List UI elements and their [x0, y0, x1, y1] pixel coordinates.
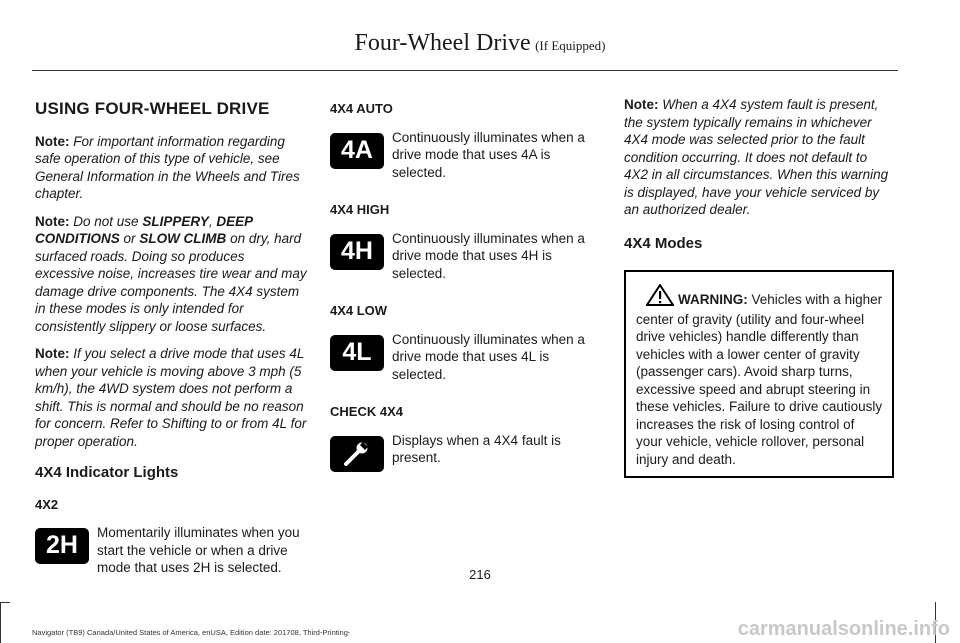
- indicator-label: CHECK 4X4: [330, 404, 403, 419]
- note-text: on dry, hard surfaced roads. Doing so produces excessive noise, increases tire wear and may damage drive components. The 4X4 system in these modes is only intended for consistently slippery or loose surfaces.: [35, 231, 307, 334]
- indicator-description: Displays when a 4X4 fault is present.: [392, 432, 561, 465]
- page-header: [0, 30, 960, 57]
- 2h-indicator-icon: 2H: [35, 528, 89, 564]
- note-paragraph: [624, 96, 894, 219]
- note-text: Do not use: [73, 213, 139, 229]
- note-paragraph: [35, 345, 307, 450]
- watermark: carmanualsonline.info: [737, 618, 950, 640]
- indicator-label: 4X4 HIGH: [330, 202, 390, 217]
- column-left: [35, 96, 307, 597]
- note-label: Note:: [624, 97, 659, 112]
- 4a-indicator-icon: 4A: [330, 133, 384, 169]
- 4h-indicator-icon: 4H: [330, 234, 384, 270]
- subsection-heading: 4X4 Modes: [624, 234, 703, 252]
- column-middle: [330, 96, 592, 492]
- note-paragraph: [35, 213, 307, 336]
- note-label: Note:: [35, 133, 70, 149]
- page-title: Four-Wheel Drive: [354, 30, 531, 56]
- warning-triangle-icon: [646, 284, 674, 311]
- indicator-label: 4X4 LOW: [330, 303, 388, 318]
- indicator-row-4a: [330, 129, 592, 182]
- section-heading: USING FOUR-WHEEL DRIVE: [35, 99, 270, 118]
- mode-name: DEEP CONDITIONS: [35, 213, 253, 246]
- column-right: [624, 96, 894, 478]
- indicator-label: 4X4 AUTO: [330, 101, 393, 116]
- note-text: or: [123, 231, 136, 246]
- mode-name: SLIPPERY: [142, 213, 209, 229]
- note-label: Note:: [35, 213, 70, 229]
- indicator-description: Continuously illuminates when a drive mode that uses 4H is selected.: [392, 230, 585, 281]
- indicator-row-check: [330, 432, 592, 472]
- note-text: When a 4X4 system fault is present, the system typically remains in whichever 4X4 mode was selected prior to the fault condition occurring. It does not default to 4X2 in all circumstances. When this warning is displayed, have your vehicle serviced by an authorized dealer.: [624, 97, 889, 217]
- indicator-row-4h: [330, 230, 592, 283]
- indicator-row-4l: [330, 331, 592, 384]
- warning-label: WARNING:: [678, 292, 748, 307]
- wrench-icon: [330, 436, 384, 472]
- 4l-indicator-icon: 4L: [330, 335, 384, 371]
- indicator-description: Momentarily illuminates when you start the vehicle or when a drive mode that uses 2H is selected.: [97, 525, 300, 575]
- indicator-description: Continuously illuminates when a drive mode that uses 4L is selected.: [392, 331, 585, 382]
- mode-name: SLOW CLIMB: [139, 231, 227, 246]
- warning-box: [624, 270, 894, 478]
- header-rule: [32, 70, 898, 71]
- warning-text: Vehicles with a higher center of gravity (utility and four-wheel drive vehicles) handle differently than vehicles with a lower center of gravity (passenger cars). Avoid sharp turns, excessive speed and abrupt steering in these vehicles. Failure to drive cautiously increases the risk of losing control of your vehicle, vehicle rollover, personal injury and death.: [636, 292, 883, 467]
- subsection-heading: 4X4 Indicator Lights: [35, 464, 179, 481]
- footer-edition-info: Navigator (TB9) Canada/United States of America, enUSA, Edition date: 201708, Third-Printing-: [32, 628, 351, 637]
- page-subtitle: (If Equipped): [535, 38, 606, 53]
- note-text: For important information regarding safe operation of this type of vehicle, see General Information in the Wheels and Tires chapter.: [35, 133, 300, 201]
- crop-mark: [0, 602, 1, 643]
- crop-mark: [0, 602, 10, 603]
- note-paragraph: [35, 133, 307, 203]
- indicator-label: 4X2: [35, 496, 59, 512]
- note-text: ,: [208, 213, 213, 229]
- note-label: Note:: [35, 346, 70, 361]
- page-number: 216: [469, 567, 491, 582]
- note-text: If you select a drive mode that uses 4L when your vehicle is moving above 3 mph (5 km/h), the 4WD system does not perform a shift. This is normal and should be no reason for concern. Refer to Shifting to or from 4L for proper operation.: [35, 346, 307, 449]
- indicator-description: Continuously illuminates when a drive mode that uses 4A is selected.: [392, 129, 585, 180]
